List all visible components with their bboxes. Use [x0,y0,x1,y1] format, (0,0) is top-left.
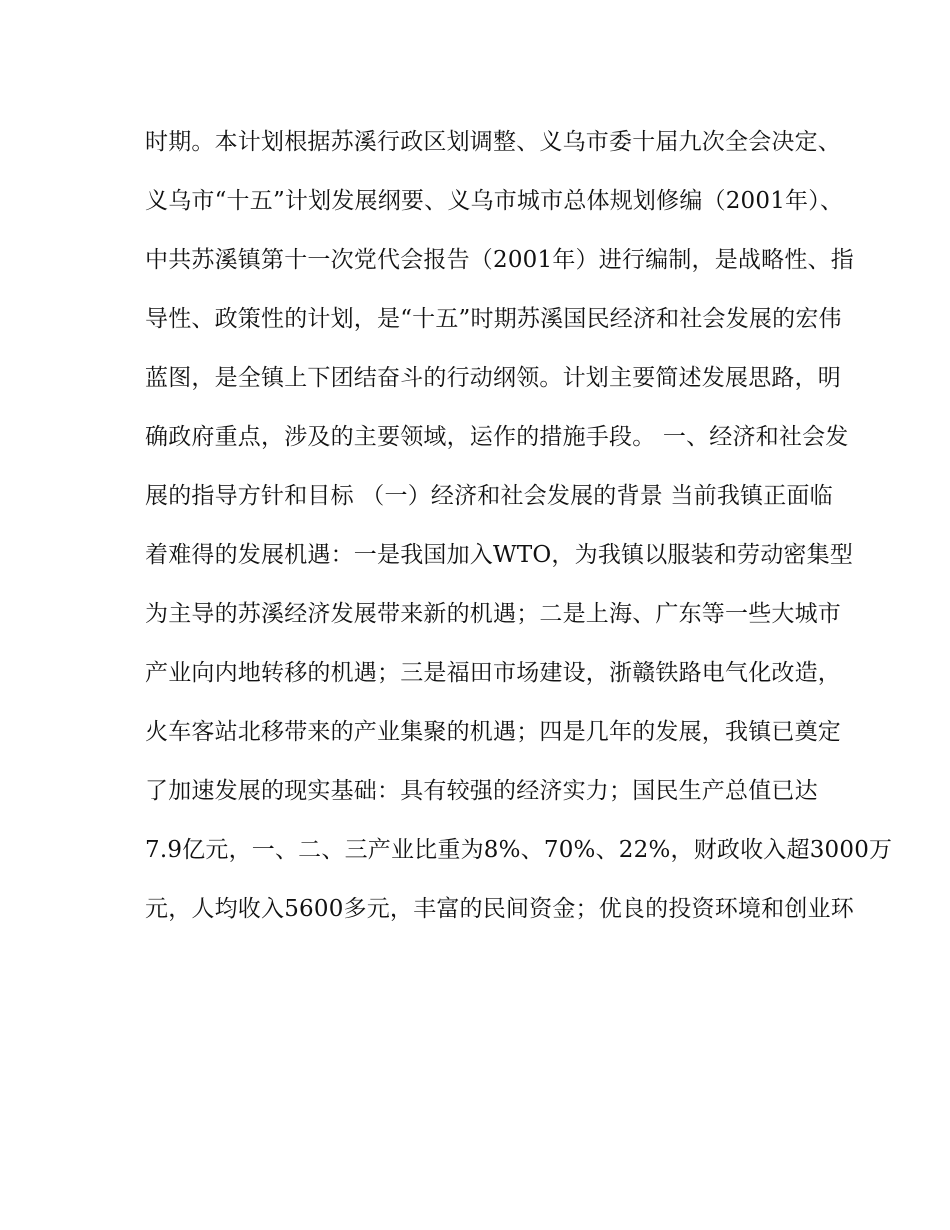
text-line: 产业向内地转移的机遇；三是福田市场建设，浙赣铁路电气化改造， [145,660,841,686]
text-line: 元，人均收入5600多元，丰富的民间资金；优良的投资环境和创业环 [145,896,854,922]
text-line: 时期。本计划根据苏溪行政区划调整、义乌市委十届九次全会决定、 [145,129,841,155]
document-body-text [145,122,893,948]
text-line: 火车客站北移带来的产业集聚的机遇；四是几年的发展，我镇已奠定 [145,719,841,745]
text-line: 义乌市“十五”计划发展纲要、义乌市城市总体规划修编（2001年）、 [145,188,844,214]
text-line: 为主导的苏溪经济发展带来新的机遇；二是上海、广东等一些大城市 [145,601,841,627]
text-line: 导性、政策性的计划，是“十五”时期苏溪国民经济和社会发展的宏伟 [145,306,842,332]
text-line: 蓝图，是全镇上下团结奋斗的行动纲领。计划主要简述发展思路，明 [145,365,841,391]
text-line: 展的指导方针和目标 （一）经济和社会发展的背景 当前我镇正面临 [145,483,833,509]
text-line: 确政府重点，涉及的主要领域，运作的措施手段。 一、经济和社会发 [145,424,849,450]
text-line: 了加速发展的现实基础：具有较强的经济实力；国民生产总值已达 [145,778,818,804]
text-line: 着难得的发展机遇：一是我国加入WTO，为我镇以服装和劳动密集型 [145,542,854,568]
text-line: 7.9亿元，一、二、三产业比重为8%、70%、22%，财政收入超3000万 [145,837,893,863]
text-line: 中共苏溪镇第十一次党代会报告（2001年）进行编制，是战略性、指 [145,247,854,273]
